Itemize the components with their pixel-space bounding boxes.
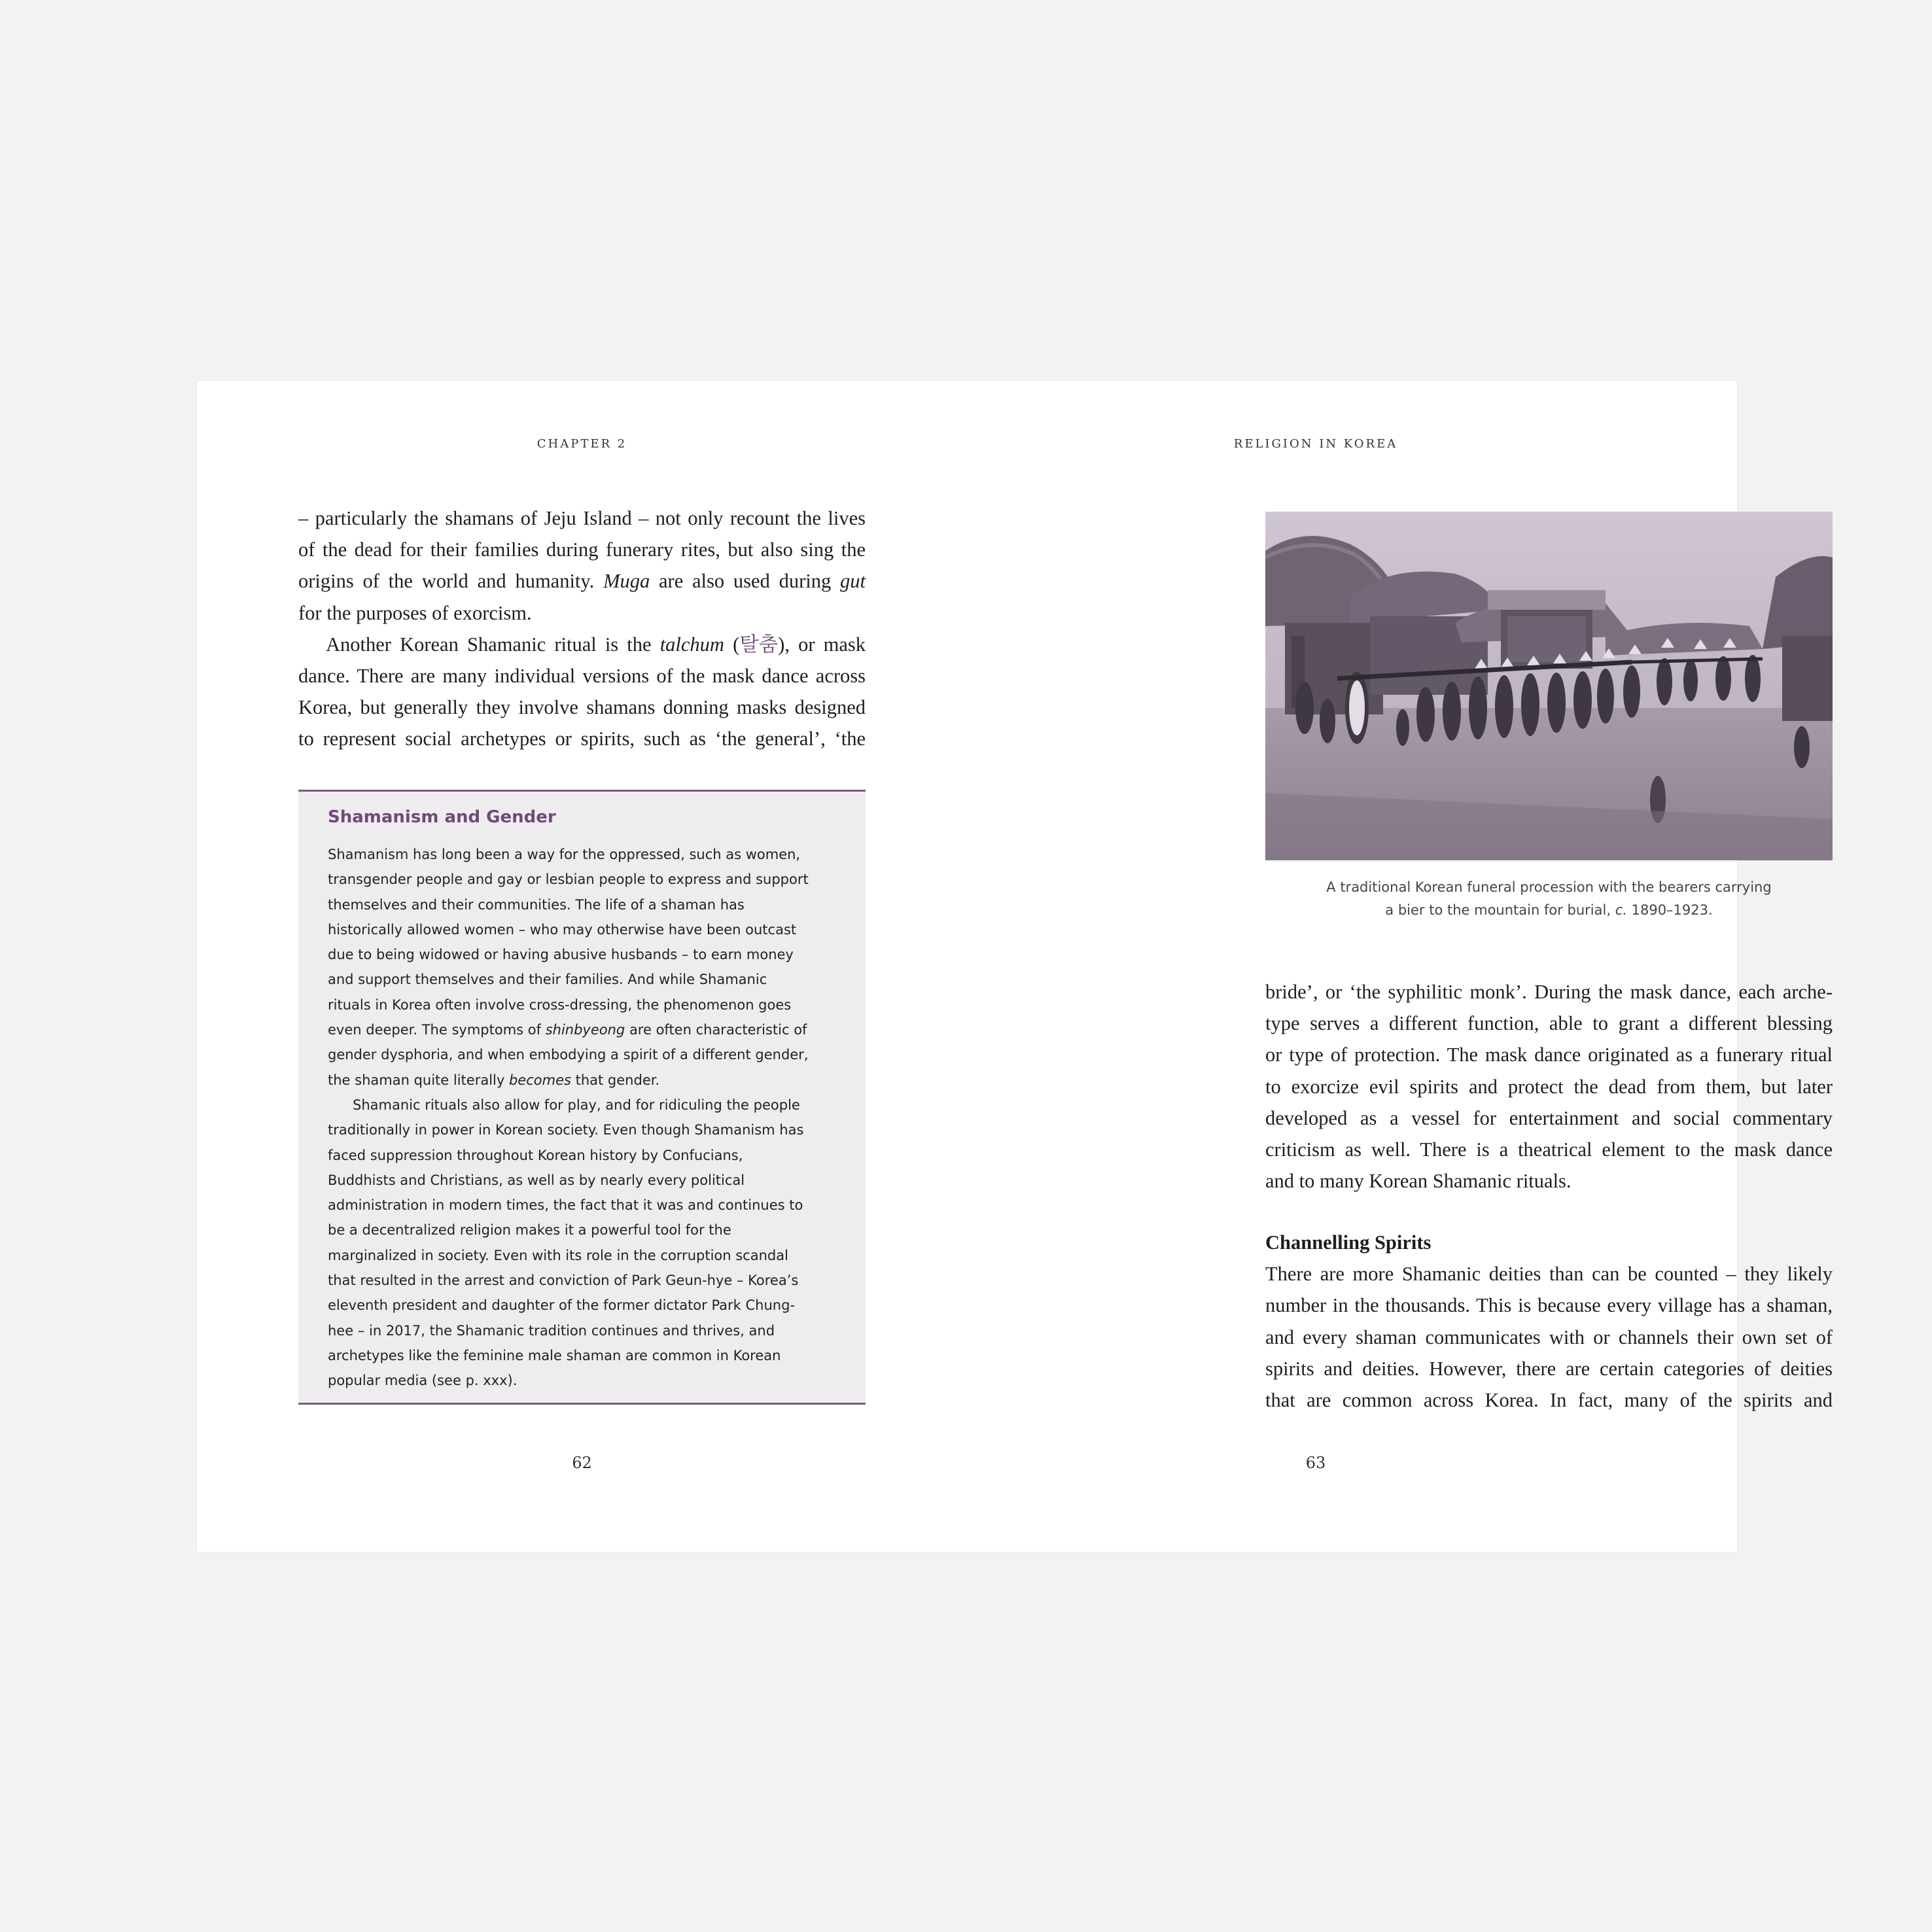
left-body-text	[298, 502, 866, 755]
left-page	[197, 381, 967, 1552]
caption-line: a bier to the mountain for burial, c. 1890–1923.	[1385, 902, 1713, 918]
text-line: of the dead for their families during funerary rites, but also sing the	[298, 538, 866, 561]
right-page	[967, 381, 1833, 1552]
boxout-line: due to being widowed or having abusive husbands – to earn money	[328, 947, 794, 963]
boxout-line: even deeper. The symptoms of shinbyeong are often characteristic of	[328, 1022, 807, 1038]
boxout-line: Buddhists and Christians, as well as by nearly every political	[328, 1172, 745, 1188]
running-head-right: RELIGION IN KOREA	[1233, 437, 1398, 451]
text-line: There are more Shamanic deities than can be counted – they likely	[1265, 1263, 1833, 1286]
boxout-line: be a decentralized religion makes it a powerful tool for the	[328, 1222, 731, 1238]
boxout-line: themselves and their communities. The life of a shaman has	[328, 896, 745, 913]
text-line: that are common across Korea. In fact, many of the spirits and	[1265, 1389, 1833, 1412]
text-line: bride’, or ‘the syphilitic monk’. During the mask dance, each arche-	[1265, 981, 1833, 1003]
sidebar-boxout	[298, 790, 866, 1405]
section-heading: Channelling Spirits	[1265, 1231, 1431, 1254]
boxout-line: hee – in 2017, the Shamanic tradition continues and thrives, and	[328, 1322, 775, 1339]
boxout-line: Shamanic rituals also allow for play, and for ridiculing the people	[353, 1097, 800, 1113]
text-line: for the purposes of exorcism.	[298, 601, 532, 624]
running-head-left: CHAPTER 2	[536, 437, 627, 451]
boxout-line: Shamanism has long been a way for the oppressed, such as women,	[328, 847, 801, 862]
right-body-text	[1265, 976, 1833, 1197]
funeral-procession-photo	[1265, 512, 1833, 860]
text-line: Another Korean Shamanic ritual is the talchum (탈춤), or mask	[326, 633, 866, 656]
boxout-line: faced suppression throughout Korean history by Confucians,	[328, 1147, 743, 1163]
boxout-line: gender dysphoria, and when embodying a spirit of a different gender,	[328, 1047, 809, 1063]
page-number-right: 63	[1305, 1454, 1326, 1472]
boxout-body	[328, 842, 832, 1394]
boxout-line: eleventh president and daughter of the former dictator Park Chung-	[328, 1297, 796, 1314]
text-line: Korea, but generally they involve shamans donning masks designed	[298, 696, 866, 719]
boxout-line: popular media (see p. xxx).	[328, 1373, 518, 1389]
boxout-line: marginalized in society. Even with its role in the corruption scandal	[328, 1247, 788, 1263]
text-line: to exorcize evil spirits and protect the dead from them, but later	[1265, 1075, 1833, 1098]
text-line: dance. There are many individual versions of the mask dance across	[298, 665, 866, 688]
boxout-line: the shaman quite literally becomes that gender.	[328, 1072, 660, 1088]
text-line: to represent social archetypes or spirits, such as ‘the general’, ‘the	[298, 728, 866, 750]
text-line: type serves a different function, able to grant a different blessing	[1265, 1012, 1833, 1035]
text-line: spirits and deities. However, there are certain categories of deities	[1265, 1357, 1833, 1380]
boxout-line: transgender people and gay or lesbian people to express and support	[328, 871, 809, 888]
book-spread	[197, 381, 1833, 1552]
text-line: and every shaman communicates with or channels their own set of	[1265, 1326, 1833, 1348]
boxout-line: and support themselves and their families. And while Shamanic	[328, 972, 767, 988]
text-line: or type of protection. The mask dance originated as a funerary ritual	[1265, 1044, 1833, 1066]
boxout-line: rituals in Korea often involve cross-dressing, the phenomenon goes	[328, 996, 792, 1013]
boxout-title: Shamanism and Gender	[328, 807, 556, 827]
text-line: origins of the world and humanity. Muga are also used during gut	[298, 570, 866, 593]
boxout-line: administration in modern times, the fact that it was and continues to	[328, 1197, 803, 1214]
text-line: – particularly the shamans of Jeju Island – not only recount the lives	[298, 507, 866, 529]
photo-caption	[1265, 876, 1833, 922]
text-line: number in the thousands. This is because every village has a shaman,	[1265, 1294, 1833, 1317]
right-body-text-2	[1265, 1227, 1833, 1416]
text-line: developed as a vessel for entertainment and social commentary	[1265, 1106, 1833, 1129]
text-line: and to many Korean Shamanic rituals.	[1265, 1170, 1572, 1193]
page-number-left: 62	[572, 1454, 592, 1472]
boxout-line: historically allowed women – who may otherwise have been outcast	[328, 921, 797, 938]
caption-line: A traditional Korean funeral procession with the bearers carrying	[1326, 879, 1772, 895]
boxout-line: that resulted in the arrest and conviction of Park Geun-hye – Korea’s	[328, 1273, 799, 1289]
boxout-line: archetypes like the feminine male shaman are common in Korean	[328, 1347, 781, 1363]
text-line: criticism as well. There is a theatrical element to the mask dance	[1265, 1138, 1833, 1161]
boxout-line: traditionally in power in Korean society. Even though Shamanism has	[328, 1122, 804, 1138]
